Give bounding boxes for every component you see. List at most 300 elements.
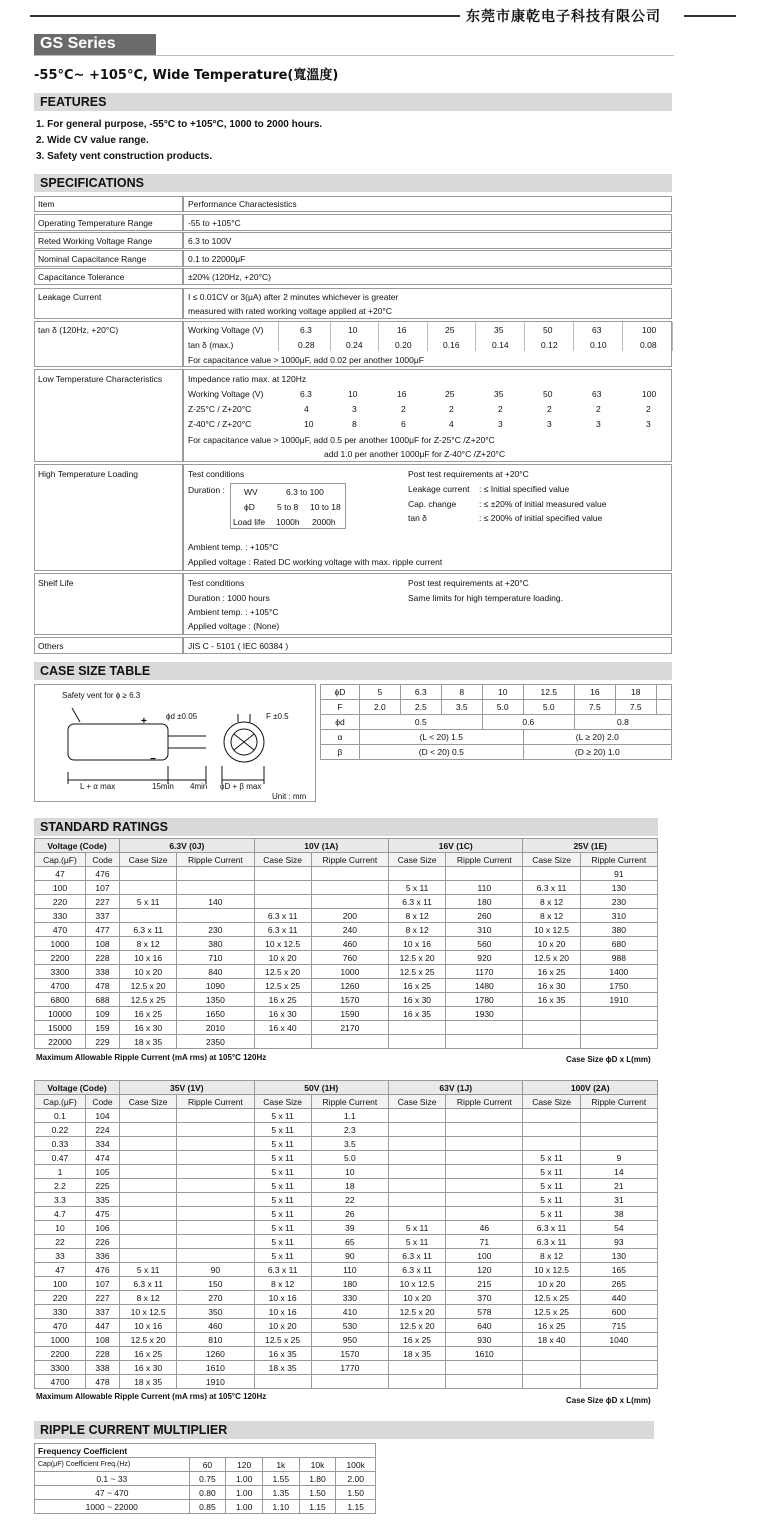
table-cell: 1000 <box>35 937 86 951</box>
lt-value: 3 <box>547 419 552 429</box>
table-row <box>35 965 658 979</box>
table-cell: 1040 <box>580 1333 657 1347</box>
tan-note: For capacitance value > 1000μF, add 0.02 per another 1000μF <box>188 355 424 365</box>
ratings-unit-note: Case Size ϕD x L(mm) <box>566 1055 651 1064</box>
case-size-header: Case Size <box>120 1095 177 1109</box>
table-cell: 5 x 11 <box>254 1151 311 1165</box>
table-cell: 7.5 <box>574 700 615 715</box>
table-row <box>35 1472 376 1486</box>
table-cell: 1400 <box>580 965 657 979</box>
spec-label: Reted Working Voltage Range <box>38 236 153 246</box>
grid-line <box>278 322 279 351</box>
table-cell: 4700 <box>35 1375 86 1389</box>
voltage-value: 25 <box>445 389 455 399</box>
voltage-value: 100 <box>642 325 657 335</box>
table-cell <box>523 1375 580 1389</box>
table-cell: 107 <box>85 1277 119 1291</box>
table-cell <box>446 1151 523 1165</box>
voltage-header: 35V (1V) <box>120 1081 254 1095</box>
lt-value: 2 <box>596 404 601 414</box>
table-cell: 470 <box>35 1319 86 1333</box>
standard-ratings-heading: STANDARD RATINGS <box>34 818 658 836</box>
table-cell: 224 <box>85 1123 119 1137</box>
table-cell: 1260 <box>177 1347 254 1361</box>
corner-cell <box>35 1458 190 1472</box>
table-cell: 18 x 35 <box>254 1361 311 1375</box>
table-cell: 104 <box>85 1109 119 1123</box>
table-cell: 0.47 <box>35 1151 86 1165</box>
ratings-unit-note-2: Case Size ϕD x L(mm) <box>566 1396 651 1405</box>
series-underline <box>34 55 674 56</box>
table-cell <box>120 909 177 923</box>
table-cell: 12.5 x 20 <box>389 1319 446 1333</box>
table-cell: 5 x 11 <box>120 895 177 909</box>
table-cell: 337 <box>85 909 119 923</box>
table-cell: 380 <box>580 923 657 937</box>
lt-value: 3 <box>596 419 601 429</box>
table-cell: 10 x 20 <box>389 1291 446 1305</box>
table-cell: 1770 <box>311 1361 388 1375</box>
table-cell: 5 x 11 <box>523 1165 580 1179</box>
series-title: GS Series <box>34 34 156 56</box>
sl-dur: Duration : 1000 hours <box>188 593 270 603</box>
table-cell: 229 <box>85 1035 119 1049</box>
ht-d2: 10 to 18 <box>310 502 341 512</box>
voltage-value: 6.3 <box>300 389 312 399</box>
table-cell: 5 x 11 <box>523 1193 580 1207</box>
grid-line <box>378 322 379 351</box>
voltage-header: 63V (1J) <box>389 1081 523 1095</box>
table-cell: 140 <box>177 895 254 909</box>
ht-d1: 5 to 8 <box>277 502 299 512</box>
table-cell <box>389 1361 446 1375</box>
table-cell: 1090 <box>177 979 254 993</box>
table-cell <box>177 1235 254 1249</box>
table-row <box>35 1444 376 1458</box>
table-cell: 760 <box>311 951 388 965</box>
table-cell: 21 <box>580 1179 657 1193</box>
table-cell <box>580 1347 657 1361</box>
table-cell <box>446 1165 523 1179</box>
table-cell: 16 x 25 <box>523 965 580 979</box>
table-row <box>35 881 658 895</box>
table-cell: 1480 <box>446 979 523 993</box>
table-cell <box>120 1151 177 1165</box>
table-cell: 10000 <box>35 1007 86 1021</box>
table-cell: 470 <box>35 923 86 937</box>
table-cell <box>389 1137 446 1151</box>
voltage-value: 16 <box>397 325 407 335</box>
feature-item: 3. Safety vent construction products. <box>36 151 213 162</box>
table-cell: 6.3 x 11 <box>523 1235 580 1249</box>
table-row <box>35 1277 658 1291</box>
table-cell <box>177 1221 254 1235</box>
table-cell <box>389 1021 446 1035</box>
table-cell: 16 x 30 <box>389 993 446 1007</box>
table-cell: 1.80 <box>299 1472 336 1486</box>
table-cell: 5 x 11 <box>523 1151 580 1165</box>
table-cell <box>389 1207 446 1221</box>
table-cell <box>177 1123 254 1137</box>
grid-line <box>573 322 574 351</box>
spec-item-header: Item <box>38 199 55 209</box>
table-cell: 6.3 x 11 <box>523 1221 580 1235</box>
table-cell: 310 <box>580 909 657 923</box>
table-cell: 440 <box>580 1291 657 1305</box>
table-cell: 107 <box>85 881 119 895</box>
cap-header: Cap.(μF) <box>35 853 86 867</box>
tan-value: 0.20 <box>395 340 412 350</box>
table-cell <box>120 881 177 895</box>
tan-value: 0.24 <box>346 340 363 350</box>
table-cell: 22 <box>35 1235 86 1249</box>
table-cell: 230 <box>580 895 657 909</box>
voltage-value: 6.3 <box>300 325 312 335</box>
table-cell: 12.5 x 20 <box>120 1333 177 1347</box>
table-row <box>35 1207 658 1221</box>
table-cell: 5 <box>359 685 400 700</box>
company-name: 东莞市康乾电子科技有限公司 <box>466 9 661 25</box>
ht-app: Applied voltage : Rated DC working voltage with max. ripple current <box>188 557 443 567</box>
row-label: ϕd <box>321 715 360 730</box>
table-cell <box>254 881 311 895</box>
table-cell: 2350 <box>177 1035 254 1049</box>
table-cell: 688 <box>85 993 119 1007</box>
table-cell: 12.5 x 20 <box>523 951 580 965</box>
table-row <box>35 1333 658 1347</box>
feature-item: 1. For general purpose, -55°C to +105°C, 1000 to 2000 hours. <box>36 119 323 130</box>
table-cell <box>523 1007 580 1021</box>
row-label: β <box>321 745 360 760</box>
table-cell: 8 x 12 <box>523 909 580 923</box>
capacitor-drawing <box>34 684 316 802</box>
table-cell: 12.5 x 25 <box>254 979 311 993</box>
table-row <box>35 937 658 951</box>
ripple-header: Ripple Current <box>311 1095 388 1109</box>
spec-value: JIS C - 5101 ( IEC 60384 ) <box>188 641 289 651</box>
table-cell: 338 <box>85 965 119 979</box>
table-cell: 370 <box>446 1291 523 1305</box>
spec-value: 6.3 to 100V <box>188 236 232 246</box>
table-cell: 47 <box>35 1263 86 1277</box>
table-cell: 180 <box>446 895 523 909</box>
table-cell: 330 <box>311 1291 388 1305</box>
sl-same: Same limits for high temperature loading. <box>408 593 563 603</box>
table-cell: 12.5 x 25 <box>120 993 177 1007</box>
freq-header: 100k <box>336 1458 376 1472</box>
table-cell <box>523 1109 580 1123</box>
table-cell: 0.22 <box>35 1123 86 1137</box>
table-cell: 578 <box>446 1305 523 1319</box>
table-cell: 2200 <box>35 1347 86 1361</box>
table-cell: 18 <box>615 685 656 700</box>
table-cell: 5 x 11 <box>254 1235 311 1249</box>
voltage-value: 35 <box>494 325 504 335</box>
table-cell <box>254 1035 311 1049</box>
table-cell <box>446 1193 523 1207</box>
spec-label: Nominal Capacitance Range <box>38 254 147 264</box>
table-cell: 22000 <box>35 1035 86 1049</box>
table-cell <box>120 1123 177 1137</box>
table-cell <box>177 1179 254 1193</box>
table-cell: 3300 <box>35 965 86 979</box>
table-cell: 1170 <box>446 965 523 979</box>
table-cell: 2.0 <box>359 700 400 715</box>
table-row <box>35 1179 658 1193</box>
voltage-value: 63 <box>592 389 602 399</box>
voltage-value: 50 <box>543 325 553 335</box>
voltage-header: 50V (1H) <box>254 1081 388 1095</box>
table-cell: 1 <box>35 1165 86 1179</box>
spec-value-cell <box>183 214 672 231</box>
table-cell: 460 <box>177 1319 254 1333</box>
case-size-header: Case Size <box>120 853 177 867</box>
table-row <box>35 1151 658 1165</box>
table-cell: 3.5 <box>441 700 482 715</box>
table-cell: 5 x 11 <box>254 1221 311 1235</box>
table-cell: 12.5 x 20 <box>120 979 177 993</box>
table-cell <box>523 1137 580 1151</box>
spec-label: High Temperature Loading <box>38 469 139 479</box>
table-cell <box>523 1347 580 1361</box>
tan-value: 0.10 <box>590 340 607 350</box>
table-cell <box>656 700 671 715</box>
voltage-header: 10V (1A) <box>254 839 388 853</box>
case-size-table <box>320 684 672 760</box>
lt-value: 2 <box>498 404 503 414</box>
ripple-table <box>34 1443 376 1514</box>
table-cell: 4700 <box>35 979 86 993</box>
voltage-header: 100V (2A) <box>523 1081 658 1095</box>
table-cell: 350 <box>177 1305 254 1319</box>
table-cell: 220 <box>35 1291 86 1305</box>
table-cell: 16 x 25 <box>523 1319 580 1333</box>
table-cell: 474 <box>85 1151 119 1165</box>
table-cell <box>446 1123 523 1137</box>
header-line-left <box>30 15 460 17</box>
ht-p: tan δ <box>408 513 427 523</box>
table-cell: 478 <box>85 979 119 993</box>
table-cell: 477 <box>85 923 119 937</box>
table-cell: 1.15 <box>336 1500 376 1514</box>
table-cell: 5 x 11 <box>120 1263 177 1277</box>
table-cell: 6.3 x 11 <box>120 1277 177 1291</box>
table-cell: 16 x 35 <box>254 1347 311 1361</box>
table-row <box>35 1123 658 1137</box>
tan-value: 0.28 <box>298 340 315 350</box>
table-row <box>321 730 672 745</box>
table-cell <box>120 1235 177 1249</box>
table-cell: 12.5 x 25 <box>523 1291 580 1305</box>
table-cell: 16 x 25 <box>389 979 446 993</box>
table-cell <box>120 1193 177 1207</box>
table-cell: 110 <box>311 1263 388 1277</box>
table-cell <box>446 1361 523 1375</box>
table-cell: 16 x 25 <box>389 1333 446 1347</box>
table-cell: 6.3 x 11 <box>523 881 580 895</box>
table-cell: 5 x 11 <box>523 1179 580 1193</box>
table-cell <box>120 1249 177 1263</box>
table-cell: 6.3 x 11 <box>120 923 177 937</box>
table-cell: 2.00 <box>336 1472 376 1486</box>
table-cell: 33 <box>35 1249 86 1263</box>
table-cell: 150 <box>177 1277 254 1291</box>
table-row <box>35 1193 658 1207</box>
table-cell: 18 x 35 <box>120 1035 177 1049</box>
lt-value: 3 <box>352 404 357 414</box>
row-label: F <box>321 700 360 715</box>
table-row <box>321 745 672 760</box>
table-cell: 2.3 <box>311 1123 388 1137</box>
table-cell: 950 <box>311 1333 388 1347</box>
table-cell: 680 <box>580 937 657 951</box>
feature-item: 2. Wide CV value range. <box>36 135 149 146</box>
table-cell: 10 x 20 <box>254 951 311 965</box>
table-cell: 1930 <box>446 1007 523 1021</box>
table-cell: 108 <box>85 937 119 951</box>
spec-value-cell <box>183 232 672 249</box>
table-cell: 16 <box>574 685 615 700</box>
table-cell: 560 <box>446 937 523 951</box>
table-cell: 1.55 <box>262 1472 299 1486</box>
table-cell: 600 <box>580 1305 657 1319</box>
grid-line <box>427 322 428 351</box>
voltage-header: 6.3V (0J) <box>120 839 254 853</box>
table-cell: 6.3 x 11 <box>254 909 311 923</box>
table-cell: 200 <box>311 909 388 923</box>
table-cell: 336 <box>85 1249 119 1263</box>
table-row <box>321 685 672 700</box>
table-cell: 12.5 <box>523 685 574 700</box>
table-cell: 1910 <box>580 993 657 1007</box>
table-cell: 1.35 <box>262 1486 299 1500</box>
lead15-label: 15min <box>152 782 174 791</box>
case-size-header: Case Size <box>523 1095 580 1109</box>
lt-r1: Z-25°C / Z+20°C <box>188 404 252 414</box>
table-cell <box>254 867 311 881</box>
table-cell: 227 <box>85 1291 119 1305</box>
table-cell <box>446 867 523 881</box>
case-size-header: Case Size <box>254 853 311 867</box>
table-cell: 38 <box>580 1207 657 1221</box>
grid-line <box>330 322 331 351</box>
table-row <box>321 700 672 715</box>
lt-value: 2 <box>401 404 406 414</box>
table-cell: 5 x 11 <box>254 1109 311 1123</box>
table-cell: 90 <box>177 1263 254 1277</box>
spec-label: Operating Temperature Range <box>38 218 153 228</box>
table-cell: 16 x 25 <box>254 993 311 1007</box>
table-row <box>35 839 658 853</box>
ripple-header: Ripple Current <box>177 853 254 867</box>
lt-r2: Z-40°C / Z+20°C <box>188 419 252 429</box>
lead4-label: 4min <box>190 782 208 791</box>
table-cell: 10 <box>311 1165 388 1179</box>
table-cell: 2170 <box>311 1021 388 1035</box>
case-size-header: Case Size <box>389 853 446 867</box>
ht-p: : ≤ 200% of initial specified value <box>479 513 603 523</box>
table-cell <box>580 1109 657 1123</box>
sl-post: Post test requirements at +20°C <box>408 578 529 588</box>
table-cell: 1.50 <box>299 1486 336 1500</box>
table-cell: (D ≥ 20) 1.0 <box>523 745 671 760</box>
table-cell: 5 x 11 <box>389 1221 446 1235</box>
voltage-code-header: Voltage (Code) <box>35 1081 120 1095</box>
voltage-value: 63 <box>592 325 602 335</box>
table-cell <box>446 1021 523 1035</box>
freq-label: Freq.(Hz) <box>100 1461 131 1468</box>
table-cell: 100 <box>35 881 86 895</box>
table-cell: 5 x 11 <box>254 1249 311 1263</box>
features-heading: FEATURES <box>34 93 672 111</box>
table-cell: 5 x 11 <box>389 881 446 895</box>
cap-unit: Cap(μF) <box>38 1461 64 1468</box>
table-cell: 478 <box>85 1375 119 1389</box>
table-cell: 10 x 20 <box>523 1277 580 1291</box>
table-cell: 47 ~ 470 <box>35 1486 190 1500</box>
table-cell: 1610 <box>446 1347 523 1361</box>
table-cell: 5 x 11 <box>254 1207 311 1221</box>
table-cell: 1910 <box>177 1375 254 1389</box>
table-cell <box>446 1207 523 1221</box>
table-cell: 10 x 16 <box>254 1305 311 1319</box>
table-cell <box>389 1123 446 1137</box>
table-cell: 130 <box>580 1249 657 1263</box>
table-cell: 8 x 12 <box>120 937 177 951</box>
table-cell: 120 <box>446 1263 523 1277</box>
table-cell: 460 <box>311 937 388 951</box>
table-cell: 16 x 35 <box>523 993 580 1007</box>
table-row <box>35 909 658 923</box>
spec-value: 0.1 to 22000μF <box>188 254 246 264</box>
voltage-value: 100 <box>642 389 657 399</box>
table-row <box>35 1021 658 1035</box>
table-cell: 16 x 30 <box>523 979 580 993</box>
table-cell: 12.5 x 25 <box>389 965 446 979</box>
table-cell: 5 x 11 <box>389 1235 446 1249</box>
ratings-table-1 <box>34 838 658 1049</box>
table-cell: 1.00 <box>226 1500 263 1514</box>
table-row <box>35 1137 658 1151</box>
table-cell: 8 x 12 <box>523 895 580 909</box>
table-cell: 0.8 <box>574 715 671 730</box>
table-cell: 330 <box>35 909 86 923</box>
table-cell <box>120 1165 177 1179</box>
table-cell: 0.1 <box>35 1109 86 1123</box>
ht-p: : ≤ ±20% of initial measured value <box>479 499 607 509</box>
table-row <box>35 951 658 965</box>
table-cell: 476 <box>85 1263 119 1277</box>
table-cell: 5 x 11 <box>254 1165 311 1179</box>
spec-value: ±20% (120Hz, +20°C) <box>188 272 271 282</box>
table-cell <box>523 867 580 881</box>
table-cell: 5 x 11 <box>523 1207 580 1221</box>
row-label: ϕD <box>321 685 360 700</box>
table-cell <box>580 1035 657 1049</box>
ht-amb: Ambient temp. : +105°C <box>188 542 279 552</box>
table-cell <box>523 1361 580 1375</box>
lt-value: 3 <box>498 419 503 429</box>
voltage-value: 35 <box>494 389 504 399</box>
table-cell <box>446 1179 523 1193</box>
table-cell: 16 x 30 <box>254 1007 311 1021</box>
table-row <box>35 1235 658 1249</box>
table-cell <box>389 1035 446 1049</box>
table-cell: 1570 <box>311 993 388 1007</box>
table-cell: 228 <box>85 951 119 965</box>
table-cell: 215 <box>446 1277 523 1291</box>
tan-value: 0.16 <box>443 340 460 350</box>
